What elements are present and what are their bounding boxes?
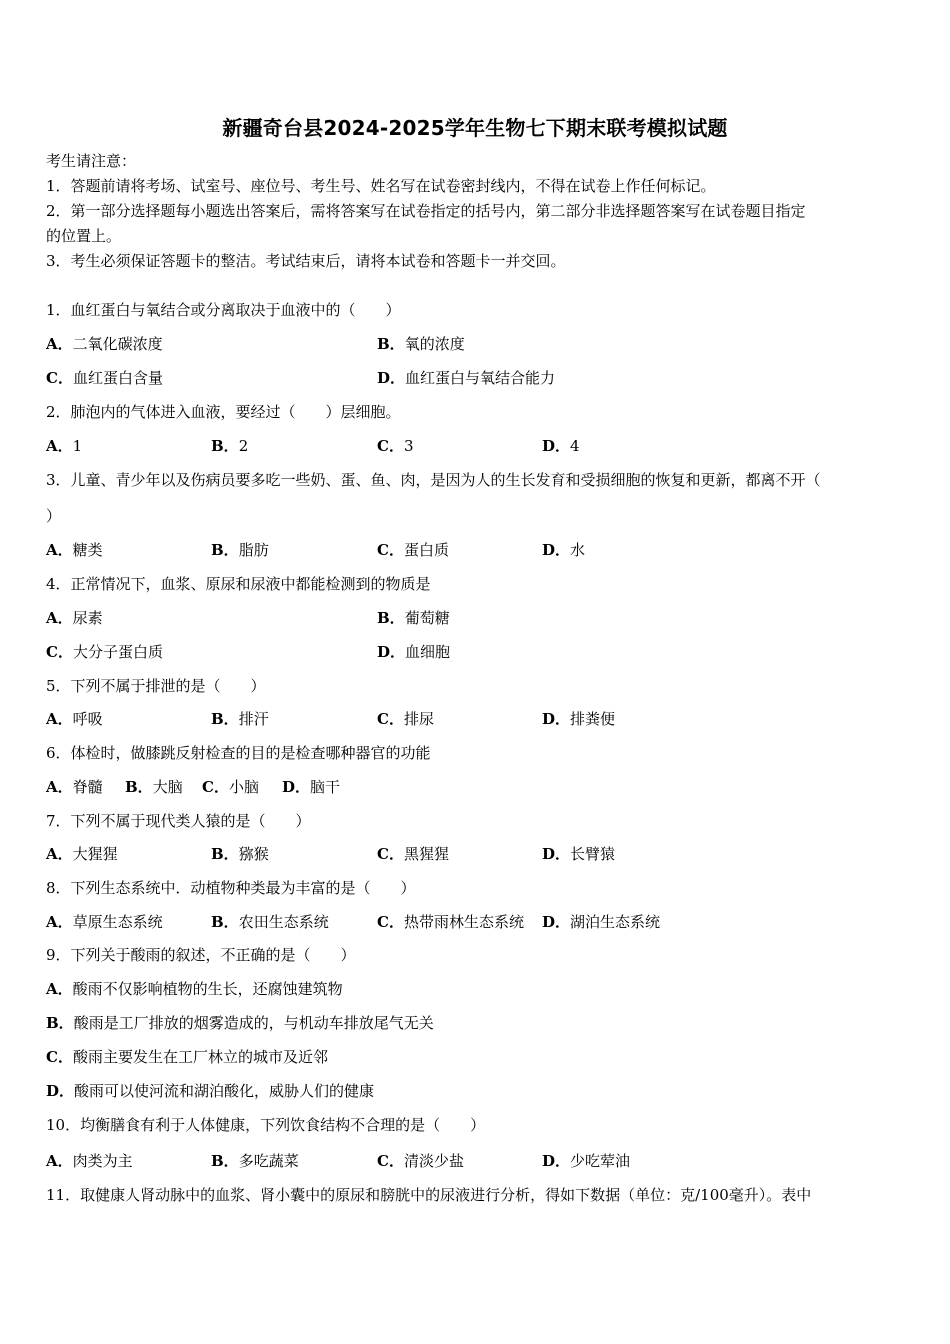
option-a: A．酸雨不仅影响植物的生长，还腐蚀建筑物 xyxy=(46,980,343,998)
question-stem-continued: ） xyxy=(46,507,62,525)
option-a: A．尿素 xyxy=(46,609,103,627)
option-d: D．血红蛋白与氧结合能力 xyxy=(377,369,556,387)
question-stem: 1．血红蛋白与氧结合或分离取决于血液中的（ ） xyxy=(46,301,401,319)
option-a: A．糖类 xyxy=(46,541,103,559)
option-b: B．脂肪 xyxy=(211,541,269,559)
option-c: C．酸雨主要发生在工厂林立的城市及近邻 xyxy=(46,1048,328,1066)
notice-item: 3．考生必须保证答题卡的整洁。考试结束后，请将本试卷和答题卡一并交回。 xyxy=(46,252,566,270)
question-stem: 9．下列关于酸雨的叙述，不正确的是（ ） xyxy=(46,946,356,964)
option-a: A．草原生态系统 xyxy=(46,913,163,931)
option-b: B．多吃蔬菜 xyxy=(211,1152,299,1170)
notice-item: 2．第一部分选择题每小题选出答案后，需将答案写在试卷指定的括号内，第二部分非选择题答案写在试卷题目指定 xyxy=(46,202,806,220)
option-d: D．长臂猿 xyxy=(542,845,616,863)
option-b: B．氧的浓度 xyxy=(377,335,465,353)
question-stem: 5．下列不属于排泄的是（ ） xyxy=(46,677,266,695)
option-d: D．排粪便 xyxy=(542,710,616,728)
option-d: D．湖泊生态系统 xyxy=(542,913,661,931)
option-a: A．1 xyxy=(46,437,83,455)
question-stem: 7．下列不属于现代类人猿的是（ ） xyxy=(46,812,311,830)
option-c: C．清淡少盐 xyxy=(377,1152,464,1170)
option-a: A．二氧化碳浓度 xyxy=(46,335,163,353)
option-d: D．水 xyxy=(542,541,586,559)
notice-item: 1．答题前请将考场、试室号、座位号、考生号、姓名写在试卷密封线内，不得在试卷上作任何标记。 xyxy=(46,177,716,195)
option-d: D．少吃荤油 xyxy=(542,1152,631,1170)
option-a: A．大猩猩 xyxy=(46,845,118,863)
option-c: C．小脑 xyxy=(202,778,259,796)
option-c: C．血红蛋白含量 xyxy=(46,369,163,387)
question-stem: 4．正常情况下，血浆、原尿和尿液中都能检测到的物质是 xyxy=(46,575,431,593)
option-c: C．热带雨林生态系统 xyxy=(377,913,524,931)
option-b: B．猕猴 xyxy=(211,845,269,863)
notice-item: 的位置上。 xyxy=(46,227,122,245)
option-b: B．葡萄糖 xyxy=(377,609,450,627)
question-stem: 10．均衡膳食有利于人体健康，下列饮食结构不合理的是（ ） xyxy=(46,1116,486,1134)
option-a: A．肉类为主 xyxy=(46,1152,133,1170)
option-c: C．排尿 xyxy=(377,710,434,728)
question-stem: 6．体检时，做膝跳反射检查的目的是检查哪种器官的功能 xyxy=(46,744,431,762)
option-c: C．蛋白质 xyxy=(377,541,449,559)
option-a: A．脊髓 xyxy=(46,778,103,796)
option-b: B．酸雨是工厂排放的烟雾造成的，与机动车排放尾气无关 xyxy=(46,1014,434,1032)
question-stem: 3．儿童、青少年以及伤病员要多吃一些奶、蛋、鱼、肉，是因为人的生长发育和受损细胞的恢复和更新，都离不开（ xyxy=(46,471,821,489)
option-c: C．黑猩猩 xyxy=(377,845,449,863)
option-b: B．排汗 xyxy=(211,710,269,728)
page-title: 新疆奇台县2024-2025学年生物七下期末联考模拟试题 xyxy=(222,116,728,140)
option-a: A．呼吸 xyxy=(46,710,103,728)
question-stem: 8．下列生态系统中．动植物种类最为丰富的是（ ） xyxy=(46,879,416,897)
option-b: B．农田生态系统 xyxy=(211,913,329,931)
option-d: D．脑干 xyxy=(282,778,341,796)
notice-heading: 考生请注意： xyxy=(46,152,137,170)
option-d: D．酸雨可以使河流和湖泊酸化，威胁人们的健康 xyxy=(46,1082,375,1100)
option-d: D．血细胞 xyxy=(377,643,451,661)
question-stem: 2．肺泡内的气体进入血液，要经过（ ）层细胞。 xyxy=(46,403,401,421)
option-d: D．4 xyxy=(542,437,580,455)
option-b: B．2 xyxy=(211,437,249,455)
question-stem: 11．取健康人肾动脉中的血浆、肾小囊中的原尿和膀胱中的尿液进行分析，得如下数据（单位：克/100毫升）。表中 xyxy=(46,1186,812,1204)
option-b: B．大脑 xyxy=(125,778,183,796)
option-c: C．3 xyxy=(377,437,414,455)
option-c: C．大分子蛋白质 xyxy=(46,643,163,661)
